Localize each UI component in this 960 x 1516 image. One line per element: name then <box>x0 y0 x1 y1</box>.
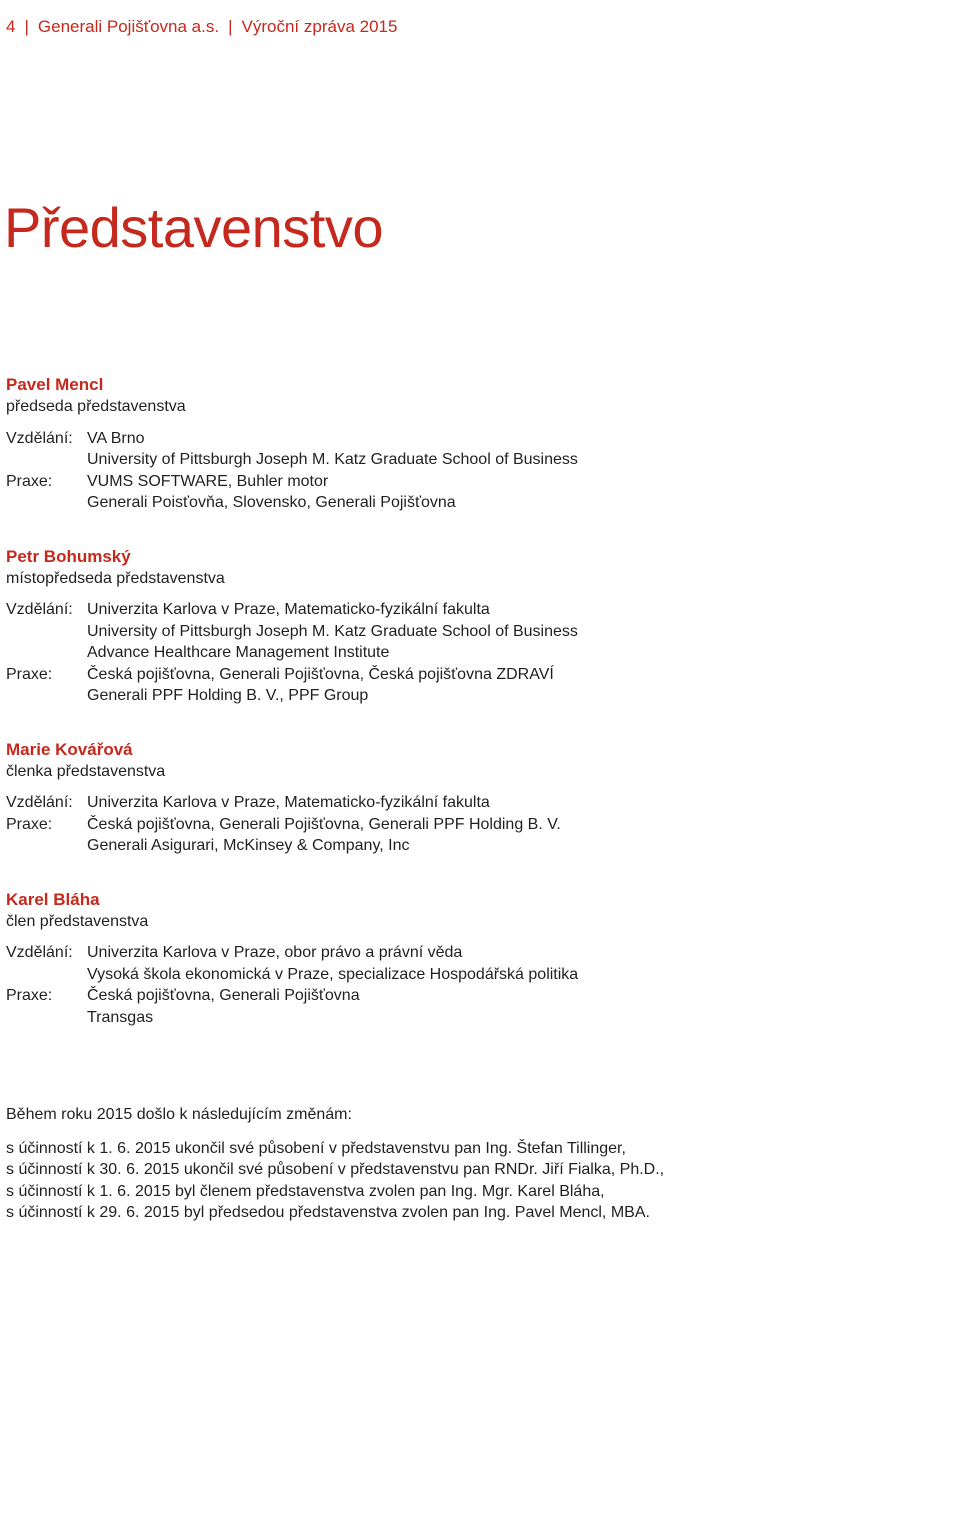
education-item: Univerzita Karlova v Praze, Matematicko-fyzikální fakulta <box>87 601 490 618</box>
report-name: Výroční zpráva 2015 <box>241 17 398 36</box>
change-item: s účinností k 1. 6. 2015 ukončil své působení v představenstvu pan Ing. Štefan Tillinger, <box>6 1139 626 1157</box>
practice-item: Transgas <box>87 1008 154 1026</box>
member-entry <box>6 546 926 707</box>
member-role: předseda představenstva <box>6 398 186 415</box>
member-entry <box>6 739 926 857</box>
practice-label: Praxe: <box>6 815 53 833</box>
education-label: Vzdělání: <box>6 429 73 447</box>
practice-item: Generali Poisťovňa, Slovensko, Generali Pojišťovna <box>87 494 456 511</box>
member-role: člen představenstva <box>6 912 149 930</box>
changes-section <box>6 1104 664 1224</box>
change-item: s účinností k 29. 6. 2015 byl předsedou představenstva zvolen pan Ing. Pavel Mencl, MBA. <box>6 1204 650 1221</box>
member-name: Petr Bohumský <box>6 546 131 566</box>
education-item: Vysoká škola ekonomická v Praze, specializace Hospodářská politika <box>87 965 579 983</box>
company-name: Generali Pojišťovna a.s. <box>37 17 220 36</box>
page-number: 4 <box>6 17 16 36</box>
header-separator: | <box>24 17 29 36</box>
education-label: Vzdělání: <box>6 944 73 961</box>
education-row <box>6 428 926 471</box>
education-item: University of Pittsburgh Joseph M. Katz Graduate School of Business <box>87 451 578 468</box>
practice-item: Česká pojišťovna, Generali Pojišťovna, Česká pojišťovna ZDRAVÍ <box>87 665 554 683</box>
change-item: s účinností k 1. 6. 2015 byl členem představenstva zvolen pan Ing. Mgr. Karel Bláha, <box>6 1182 605 1200</box>
member-name: Pavel Mencl <box>6 375 104 394</box>
member-entry <box>6 889 926 1029</box>
member-role: místopředseda představenstva <box>6 569 225 587</box>
education-item: University of Pittsburgh Joseph M. Katz Graduate School of Business <box>87 622 578 640</box>
change-item: s účinností k 30. 6. 2015 ukončil své působení v představenstvu pan RNDr. Jiří Fialka, Ph.D., <box>6 1161 665 1178</box>
practice-item: Generali Asigurari, McKinsey & Company, Inc <box>87 837 410 854</box>
header-separator: | <box>228 17 233 36</box>
practice-row <box>6 664 926 707</box>
education-label: Vzdělání: <box>6 794 73 811</box>
member-name: Karel Bláha <box>6 889 100 909</box>
page-title: Představenstvo <box>4 196 383 259</box>
education-item: VA Brno <box>87 429 145 447</box>
running-header <box>6 16 397 38</box>
member-name: Marie Kovářová <box>6 739 133 759</box>
practice-row <box>6 985 926 1028</box>
board-members <box>6 374 926 1060</box>
practice-item: Generali PPF Holding B. V., PPF Group <box>87 687 369 704</box>
practice-row <box>6 471 926 514</box>
education-label: Vzdělání: <box>6 601 73 618</box>
practice-row <box>6 814 926 857</box>
practice-label: Praxe: <box>6 987 53 1004</box>
changes-intro: Během roku 2015 došlo k následujícím změnám: <box>6 1106 352 1123</box>
member-entry <box>6 374 926 514</box>
practice-label: Praxe: <box>6 472 53 490</box>
practice-label: Praxe: <box>6 665 53 683</box>
practice-item: Česká pojišťovna, Generali Pojišťovna <box>87 987 360 1004</box>
education-item: Univerzita Karlova v Praze, Matematicko-fyzikální fakulta <box>87 794 490 811</box>
practice-item: Česká pojišťovna, Generali Pojišťovna, Generali PPF Holding B. V. <box>87 815 561 833</box>
education-item: Univerzita Karlova v Praze, obor právo a právní věda <box>87 944 463 961</box>
education-row <box>6 599 926 664</box>
member-role: členka představenstva <box>6 762 166 780</box>
education-row <box>6 792 926 814</box>
education-row <box>6 942 926 985</box>
practice-item: VUMS SOFTWARE, Buhler motor <box>87 472 329 490</box>
education-item: Advance Healthcare Management Institute <box>87 644 390 661</box>
